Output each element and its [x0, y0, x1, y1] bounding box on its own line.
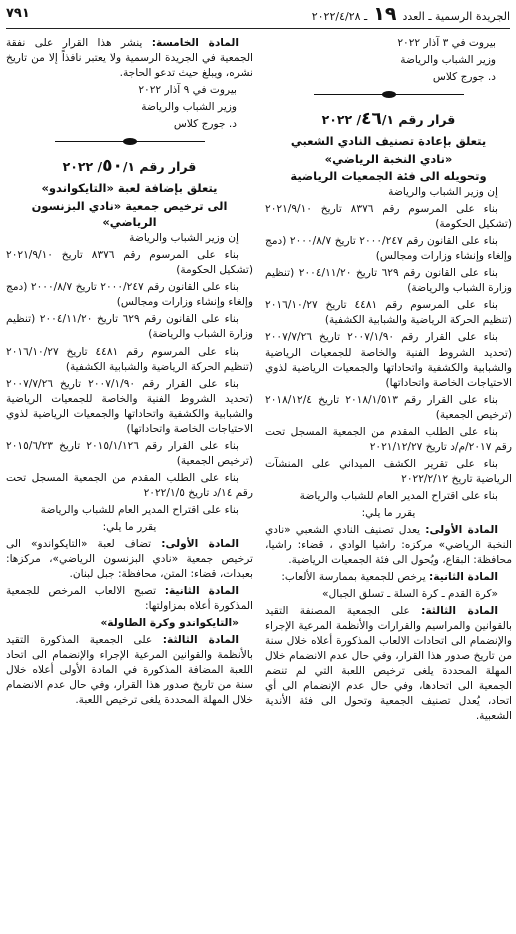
article-3 [265, 604, 512, 724]
article-2-text: يرخص للجمعية بممارسة الألعاب: [281, 570, 426, 583]
preamble-line: بناء على المرسوم رقم ٨٣٧٦ تاريخ ٢٠٢١/٩/١٠ (تشكيل الحكومة) [6, 249, 253, 277]
left-column [6, 36, 253, 710]
preamble-line: بناء على اقتراح المدير العام للشباب والرياضة [40, 503, 239, 516]
preamble-line: بناء على القانون رقم ٦٢٩ تاريخ ٢٠٠٤/١١/٢٠ (تنظيم وزارة الشباب والرياضة) [6, 313, 253, 341]
section-divider [314, 91, 464, 99]
article-1-label: المادة الأولى: [161, 537, 239, 550]
article-5-label: المادة الخامسة: [151, 37, 239, 49]
preamble-line: بناء على القانون رقم ٦٢٩ تاريخ ٢٠٠٤/١١/٢٠ (تنظيم وزارة الشباب والرياضة) [265, 267, 512, 295]
article-1-text: تضاف لعبة «التايكواندو» الى ترخيص جمعية «نادي البزنسون الرياضي»، مركزها: بعبدات، قضاء: المتن، محافظة: جبل لبنان. [6, 537, 253, 580]
signature-name: د. جورج كلاس [173, 118, 237, 131]
article-1-text: يعدل تصنيف النادي الشعبي «نادي النخبة الرياضي» مركزه: راشيا الوادي ، قضاء: راشيا، محافظة: البقاع، ويُحول الى فئة الجمعيات الرياضية. [265, 523, 512, 566]
decision-subject-2: الى ترخيص جمعية «نادي البزنسون الرياضي» [31, 198, 228, 229]
article-2-games: «التايكواندو وكرة الطاولة» [100, 617, 239, 630]
preamble-line: بناء على القرار رقم ٢٠١٥/١/١٢٦ تاريخ ٢٠١٥/٦/٢٣ (ترخيص الجمعية) [6, 439, 253, 467]
page-header [6, 0, 510, 29]
article-2-label: المادة الثانية: [429, 570, 498, 583]
decides-heading: يقرر ما يلي: [102, 520, 157, 533]
signature-title: وزير الشباب والرياضة [141, 101, 237, 114]
preamble-line: بناء على المرسوم رقم ٤٤٨١ تاريخ ٢٠١٦/١٠/٢٧ (تنظيم الحركة الرياضية والشبابية الكشفية) [6, 345, 253, 373]
decision-title-prefix: قرار رقم [139, 159, 197, 175]
article-3-label: المادة الثالثة: [162, 634, 239, 647]
article-1-label: المادة الأولى: [425, 523, 499, 536]
decision-title-suffix: /١/ ٢٠٢٢ [62, 159, 136, 175]
preamble-line: بناء على الطلب المقدم من الجمعية المسجل تحت رقم ٢٠١٧/م/د تاريخ ٢٠٢١/١٢/٢٧ [265, 425, 512, 453]
preamble-line: إن وزير الشباب والرياضة [388, 186, 498, 199]
issue-number: ١٩ [373, 2, 397, 25]
preamble-line: بناء على الطلب المقدم من الجمعية المسجل تحت رقم ١٤/د تاريخ ٢٠٢٢/١/٥ [6, 471, 253, 499]
article-2-text: تصبح الالعاب المرخص للجمعية المذكورة أعلاه بمزاولتها: [6, 584, 253, 613]
page-number: ٧٩١ [6, 5, 30, 21]
preamble-line: بناء على القرار رقم ٢٠٠٧/١/٩٠ تاريخ ٢٠٠٧/٧/٢٦ (تحديد الشروط الفنية والخاصة للجمعيات الرياضية والشبابية والكشفية واتحاداتها والجمعيات الرياضية لذوي الاحتياجات الخاصة واتحاداتها) [6, 377, 253, 435]
preamble-line: بناء على القانون رقم ٢٠٠٠/٢٤٧ تاريخ ٢٠٠٠/٨/٧ (دمج وإلغاء وإنشاء وزارات ومجالس) [265, 235, 512, 263]
article-1 [6, 537, 253, 582]
signature-place-date: بيروت في ٩ آذار ٢٠٢٢ [138, 84, 237, 97]
article-2 [265, 570, 512, 585]
article-2 [6, 584, 253, 614]
preamble-line: بناء على المرسوم رقم ٨٣٧٦ تاريخ ٢٠٢١/٩/١٠ (تشكيل الحكومة) [265, 203, 512, 231]
decision-subject-1: يتعلق بإضافة لعبة «التايكواندو» [41, 181, 218, 196]
gazette-name: الجريدة الرسمية ـ العدد [402, 9, 510, 23]
decision-number: ٥٠ [102, 156, 123, 177]
decision-subject-1: يتعلق بإعادة تصنيف النادي الشعبي [290, 134, 487, 149]
article-5 [6, 36, 253, 81]
decision-title [265, 107, 512, 131]
decision-number: ٤٦ [361, 109, 382, 130]
gazette-title [312, 1, 510, 28]
preamble-line: بناء على اقتراح المدير العام للشباب والرياضة [299, 489, 498, 502]
article-3 [6, 633, 253, 708]
decides-heading: يقرر ما يلي: [361, 506, 416, 519]
decision-title-suffix: /١/ ٢٠٢٢ [321, 112, 395, 128]
article-5-text: ينشر هذا القرار على نفقة الجمعية في الجريدة الرسمية ولا يعتبر نافذاً إلا من تاريخ نشره، ويبلغ حيث تدعو الحاجة. [6, 37, 253, 80]
preamble-line: بناء على القانون رقم ٢٠٠٠/٢٤٧ تاريخ ٢٠٠٠/٨/٧ (دمج وإلغاء وإنشاء وزارات ومجالس) [6, 281, 253, 309]
article-1 [265, 523, 512, 568]
preamble-line: بناء على القرار رقم ٢٠٠٧/١/٩٠ تاريخ ٢٠٠٧/٧/٢٦ (تحديد الشروط الفنية والخاصة للجمعيات الرياضية والشبابية والكشفية واتحاداتها والجمعيات الرياضية لذوي الاحتياجات الخاصة واتحاداتها) [265, 331, 512, 389]
preamble-line: إن وزير الشباب والرياضة [129, 232, 239, 245]
signature-place-date: بيروت في ٣ آذار ٢٠٢٢ [397, 37, 496, 49]
section-divider [55, 138, 205, 146]
article-3-text: على الجمعية المصنفة التقيد بالقوانين والمراسيم والقرارات والأنظمة المرعية الإجراء والإنضمام الى اتحادات الالعاب المذكورة أعلاه خلال سنة من تاريخ صدور هذا القرار، وفي حال عدم الانضمام خلال المهلة المحددة يلغى ترخيص اللعبة التي لم تنضم الجمعية الى اتحادها، وفي حال عدم الإنضمام الى أي اتحاد، يُعدل تصنيف الجمعية وتحول الى فئة الأندية الشعبية. [265, 605, 512, 723]
article-2-label: المادة الثانية: [164, 584, 239, 597]
article-3-label: المادة الثالثة: [421, 605, 498, 618]
preamble-line: بناء على المرسوم رقم ٤٤٨١ تاريخ ٢٠١٦/١٠/٢٧ (تنظيم الحركة الرياضية والشبابية الكشفية) [265, 299, 512, 327]
article-2-games: «كرة القدم ـ كرة السلة ـ تسلق الجبال» [322, 587, 498, 600]
signature-name: د. جورج كلاس [432, 71, 496, 84]
right-column [265, 36, 512, 726]
decision-title-prefix: قرار رقم [398, 112, 456, 128]
decision-subject-3: وتحويله الى فئة الجمعيات الرياضية [290, 168, 487, 183]
decision-subject-2: «نادي النخبة الرياضي» [324, 151, 453, 166]
preamble-line: بناء على تقرير الكشف الميداني على المنشآت الرياضية تاريخ ٢٠٢٢/٢/١٢ [265, 457, 512, 485]
decision-title [6, 154, 253, 178]
preamble-line: بناء على القرار رقم ٢٠١٨/١/٥١٣ تاريخ ٢٠١٨/١٢/٤ (ترخيص الجمعية) [265, 393, 512, 421]
article-3-text: على الجمعية المذكورة التقيد بالأنظمة والقوانين المرعية الإجراء والإنضمام الى اتحاد اللعبة المضافة المذكورة في المادة الأولى أعلاه خلال سنة من تاريخ صدور هذا القرار، وفي حال عدم الانضمام خلال المهلة المحددة يلغى ترخيص اللعبة. [6, 634, 253, 707]
signature-title: وزير الشباب والرياضة [400, 54, 496, 67]
issue-date: ـ ٢٠٢٢/٤/٢٨ [311, 9, 368, 23]
